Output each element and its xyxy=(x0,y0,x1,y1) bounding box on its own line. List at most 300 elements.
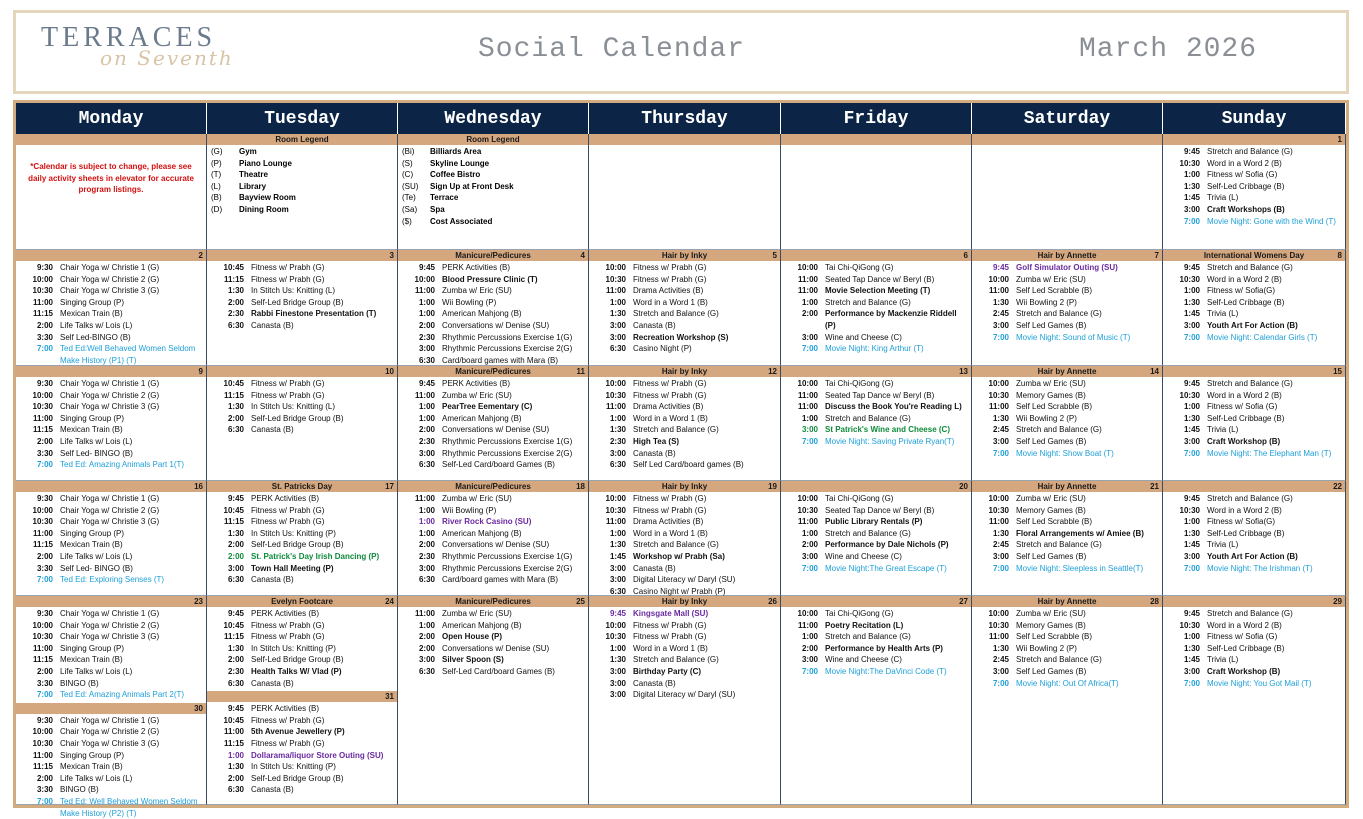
calendar-header xyxy=(13,10,1349,94)
event-activity: In Stitch Us: Knitting (P) xyxy=(251,528,336,538)
event-activity: Wii Bowling (P) xyxy=(442,297,497,307)
event-activity: Rhythmic Percussions Exercise 1(G) xyxy=(442,332,573,342)
event-activity: In Stitch Us: Knitting (L) xyxy=(251,286,336,296)
event-time: 10:00 xyxy=(32,274,53,284)
event-list xyxy=(972,377,1162,459)
event-row xyxy=(783,493,969,505)
event-activity: Zumba w/ Eric (SU) xyxy=(1016,609,1086,618)
event-time: 1:30 xyxy=(227,402,244,412)
event-row xyxy=(591,424,778,436)
day-cell xyxy=(781,481,972,596)
event-time: 10:45 xyxy=(223,505,244,515)
event-row xyxy=(18,274,204,286)
event-time: 11:00 xyxy=(414,609,435,618)
event-time: 3:00 xyxy=(418,563,435,573)
event-activity: Chair Yoga w/ Christie 1 (G) xyxy=(60,609,160,618)
event-row xyxy=(400,528,586,540)
event-row xyxy=(1165,666,1343,678)
event-row xyxy=(209,285,395,297)
day-banner xyxy=(1163,134,1345,145)
legend-row xyxy=(400,158,586,170)
day-cell xyxy=(972,481,1163,596)
event-row xyxy=(591,274,778,286)
event-activity: Fitness w/ Prabh (G) xyxy=(251,379,325,388)
event-row xyxy=(18,493,204,505)
event-time: 10:00 xyxy=(605,494,626,503)
event-time: 3:00 xyxy=(609,678,626,688)
event-list xyxy=(207,377,397,436)
event-row xyxy=(400,516,586,528)
event-time: 6:30 xyxy=(227,678,244,688)
event-list xyxy=(972,607,1162,689)
event-activity: Canasta (B) xyxy=(251,575,294,585)
event-time: 2:00 xyxy=(418,320,435,330)
legend-row xyxy=(400,192,586,204)
legend-name: Coffee Bistro xyxy=(430,170,481,180)
event-row xyxy=(591,297,778,309)
event-row xyxy=(18,563,204,575)
event-time: 9:45 xyxy=(1183,147,1200,156)
day-cell xyxy=(16,134,207,250)
event-time: 11:00 xyxy=(32,528,53,538)
event-activity: PERK Activities (B) xyxy=(442,263,511,272)
event-activity: Word in a Word 2 (B) xyxy=(1207,620,1282,630)
event-row xyxy=(591,390,778,402)
event-row xyxy=(18,643,204,655)
event-row xyxy=(400,643,586,655)
event-list xyxy=(972,261,1162,343)
event-list xyxy=(207,261,397,332)
event-activity: Fitness w/ Prabh (G) xyxy=(633,390,707,400)
event-row xyxy=(974,436,1160,448)
event-time: 10:30 xyxy=(32,402,53,412)
event-activity: Movie Night:The Great Escape (T) xyxy=(825,563,947,573)
event-row xyxy=(591,401,778,413)
event-activity: Chair Yoga w/ Christie 1 (G) xyxy=(60,379,160,388)
day-cell xyxy=(1163,596,1346,805)
event-activity: American Mahjong (B) xyxy=(442,528,522,538)
event-row xyxy=(1165,192,1343,204)
event-time: 3:00 xyxy=(1183,320,1200,330)
event-time: 3:00 xyxy=(609,563,626,573)
event-time: 6:30 xyxy=(609,460,626,470)
event-time: 1:30 xyxy=(1183,528,1200,538)
event-activity: Chair Yoga w/ Christie 3 (G) xyxy=(60,402,160,412)
day-banner xyxy=(16,596,206,607)
day-cell xyxy=(972,366,1163,481)
event-activity: American Mahjong (B) xyxy=(442,309,522,319)
day-number: 25 xyxy=(576,597,585,606)
event-row xyxy=(783,378,969,390)
day-banner xyxy=(972,134,1162,145)
event-row xyxy=(209,715,395,727)
event-time: 1:00 xyxy=(418,505,435,515)
event-activity: In Stitch Us: Knitting (P) xyxy=(251,762,336,772)
event-time: 3:30 xyxy=(36,332,53,342)
event-time: 1:30 xyxy=(1183,643,1200,653)
day-number: 5 xyxy=(772,251,777,260)
day-number: 27 xyxy=(959,597,968,606)
event-activity: Fitness w/ Prabh (G) xyxy=(251,715,325,725)
event-time: 1:45 xyxy=(1183,540,1200,550)
event-activity: BINGO (B) xyxy=(60,678,99,688)
event-row xyxy=(400,424,586,436)
event-time: 10:30 xyxy=(605,505,626,515)
event-time: 7:00 xyxy=(992,448,1009,458)
event-time: 7:00 xyxy=(801,436,818,446)
event-row xyxy=(1165,608,1343,620)
event-activity: Tai Chi-QiGong (G) xyxy=(825,379,894,388)
legend-code: (C) xyxy=(402,170,414,180)
event-time: 1:30 xyxy=(227,528,244,538)
legend-name: Dining Room xyxy=(239,204,289,214)
event-row xyxy=(974,528,1160,540)
room-legend-title: Room Legend xyxy=(466,135,520,144)
event-row xyxy=(591,505,778,517)
legend-name: Terrace xyxy=(430,193,459,203)
event-row xyxy=(1165,551,1343,563)
event-time: 2:45 xyxy=(992,425,1009,435)
event-time: 7:00 xyxy=(1183,448,1200,458)
event-list xyxy=(16,607,206,701)
event-time: 1:00 xyxy=(227,750,244,760)
event-activity: Self-Led Bridge Group (B) xyxy=(251,655,344,665)
event-activity: Dollarama/liquor Store Outing (SU) xyxy=(251,750,384,760)
event-time: 7:00 xyxy=(1183,678,1200,688)
event-row xyxy=(1165,297,1343,309)
event-activity: Trivia (L) xyxy=(1207,309,1239,319)
event-time: 9:45 xyxy=(609,609,626,618)
event-row xyxy=(18,654,204,666)
event-activity: Kingsgate Mall (SU) xyxy=(633,609,709,618)
event-time: 7:00 xyxy=(36,690,53,700)
event-activity: Movie Night: The Irishman (T) xyxy=(1207,563,1313,573)
event-row xyxy=(783,643,969,655)
day-cell xyxy=(972,596,1163,805)
event-activity: Blood Pressure Clinic (T) xyxy=(442,274,538,284)
event-row xyxy=(1165,539,1343,551)
event-time: 1:45 xyxy=(609,551,626,561)
day-cell xyxy=(972,134,1163,250)
event-activity: St Patrick's Wine and Cheese (C) xyxy=(825,425,950,435)
event-row xyxy=(18,401,204,413)
event-time: 11:15 xyxy=(223,517,244,527)
event-row xyxy=(974,620,1160,632)
day-cell xyxy=(1163,250,1346,366)
event-row xyxy=(400,355,586,367)
event-time: 6:30 xyxy=(227,575,244,585)
legend-row xyxy=(209,146,395,158)
event-activity: Rhythmic Percussions Exercise 1(G) xyxy=(442,436,573,446)
event-activity: Canasta (B) xyxy=(251,320,294,330)
event-activity: Movie Night: Saving Private Ryan(T) xyxy=(825,436,955,446)
event-row xyxy=(591,378,778,390)
event-activity: Movie Selection Meeting (T) xyxy=(825,286,931,296)
event-time: 3:00 xyxy=(801,332,818,342)
event-time: 10:00 xyxy=(988,609,1009,618)
event-activity: Drama Activities (B) xyxy=(633,402,704,412)
day-header-saturday: Saturday xyxy=(972,103,1163,134)
event-activity: Stretch and Balance (G) xyxy=(633,425,719,435)
room-legend-title: Room Legend xyxy=(275,135,329,144)
event-row xyxy=(974,505,1160,517)
event-row xyxy=(974,401,1160,413)
event-row xyxy=(591,666,778,678)
event-time: 3:00 xyxy=(609,690,626,700)
event-time: 3:00 xyxy=(992,436,1009,446)
day-number: 4 xyxy=(580,251,585,260)
event-time: 10:30 xyxy=(988,505,1009,515)
event-activity: Self-Led Bridge Group (B) xyxy=(251,540,344,550)
event-activity: Movie Night: Calendar Girls (T) xyxy=(1207,332,1318,342)
event-row xyxy=(974,308,1160,320)
event-time: 1:00 xyxy=(418,413,435,423)
legend-name: Gym xyxy=(239,147,257,156)
event-activity: Stretch and Balance (G) xyxy=(1207,147,1293,156)
event-row xyxy=(591,262,778,274)
event-activity: Self Led- BINGO (B) xyxy=(60,448,133,458)
event-row xyxy=(18,773,204,785)
event-activity: Zumba w/ Eric (SU) xyxy=(442,390,512,400)
event-activity: Rhythmic Percussions Exercise 2(G) xyxy=(442,563,573,573)
day-banner xyxy=(398,481,588,492)
event-time: 3:00 xyxy=(992,551,1009,561)
day-banner xyxy=(781,134,971,145)
event-row xyxy=(1165,401,1343,413)
event-row xyxy=(783,505,969,517)
event-time: 11:15 xyxy=(32,540,53,550)
event-time: 11:00 xyxy=(32,297,53,307)
day-cell xyxy=(16,596,207,818)
event-activity: Stretch and Balance (G) xyxy=(1016,655,1102,665)
event-time: 11:00 xyxy=(988,286,1009,296)
day-cell xyxy=(1163,134,1346,250)
day-header-friday: Friday xyxy=(781,103,972,134)
event-row xyxy=(400,332,586,344)
event-row xyxy=(591,285,778,297)
event-row xyxy=(18,262,204,274)
event-time: 9:45 xyxy=(1183,494,1200,503)
event-row xyxy=(18,750,204,762)
event-activity: Rabbi Finestone Presentation (T) xyxy=(251,309,377,319)
banner-label: Hair by Inky xyxy=(661,367,708,376)
event-row xyxy=(974,539,1160,551)
calendar-grid xyxy=(13,100,1349,818)
event-activity: Stretch and Balance (G) xyxy=(825,297,911,307)
day-banner xyxy=(589,481,780,492)
legend-row xyxy=(209,158,395,170)
legend-name: Library xyxy=(239,181,267,191)
legend-name: Theatre xyxy=(239,170,268,180)
event-activity: Health Talks W/ Vlad (P) xyxy=(251,666,342,676)
event-list xyxy=(781,492,971,574)
day-number: 15 xyxy=(1333,367,1342,376)
event-row xyxy=(1165,158,1343,170)
day-cell xyxy=(207,481,398,596)
event-time: 11:15 xyxy=(223,738,244,748)
legend-code: (T) xyxy=(211,170,222,180)
event-time: 7:00 xyxy=(992,563,1009,573)
event-time: 10:30 xyxy=(797,505,818,515)
event-row xyxy=(400,539,586,551)
event-time: 11:15 xyxy=(32,309,53,319)
event-activity: Stretch and Balance (G) xyxy=(1016,540,1102,550)
event-activity: Self-Led Cribbage (B) xyxy=(1207,413,1285,423)
event-time: 2:00 xyxy=(227,297,244,307)
day-banner xyxy=(781,366,971,377)
event-time: 10:30 xyxy=(1179,158,1200,168)
event-activity: Self Led Games (B) xyxy=(1016,666,1087,676)
event-activity: Ted Ed: Exploring Senses (T) xyxy=(60,575,165,585)
event-activity: Self-Led Card/board Games (B) xyxy=(442,460,555,470)
event-time: 1:30 xyxy=(609,309,626,319)
event-row xyxy=(1165,424,1343,436)
event-activity: Self Led Scrabble (B) xyxy=(1016,402,1093,412)
event-time: 2:00 xyxy=(36,773,53,783)
event-time: 2:00 xyxy=(227,551,244,561)
event-list xyxy=(207,492,397,586)
event-activity: Chair Yoga w/ Christie 2 (G) xyxy=(60,727,160,737)
event-time: 3:00 xyxy=(992,320,1009,330)
event-activity: Wine and Cheese (C) xyxy=(825,332,902,342)
event-row xyxy=(209,390,395,402)
day-banner xyxy=(207,596,397,607)
day-number: 29 xyxy=(1333,597,1342,606)
event-time: 10:00 xyxy=(605,263,626,272)
day-header-monday: Monday xyxy=(16,103,207,134)
event-row xyxy=(783,297,969,309)
event-row xyxy=(591,448,778,460)
event-activity: Fitness w/ Prabh (G) xyxy=(251,263,325,272)
event-row xyxy=(209,413,395,425)
event-row xyxy=(591,528,778,540)
event-time: 7:00 xyxy=(801,666,818,676)
event-activity: Wii Bowling (P) xyxy=(442,505,497,515)
event-activity: Craft Workshops (B) xyxy=(1207,204,1285,214)
event-activity: Life Talks w/ Lois (L) xyxy=(60,773,133,783)
event-row xyxy=(591,620,778,632)
event-row xyxy=(783,390,969,402)
day-cell xyxy=(207,596,398,805)
legend-code: (Sa) xyxy=(402,204,418,214)
event-row xyxy=(591,563,778,575)
event-activity: Self-Led Bridge Group (B) xyxy=(251,297,344,307)
legend-name: Spa xyxy=(430,204,445,214)
event-time: 1:00 xyxy=(609,297,626,307)
day-cell xyxy=(207,134,398,250)
event-activity: Singing Group (P) xyxy=(60,413,125,423)
event-time: 3:00 xyxy=(992,666,1009,676)
event-row xyxy=(591,608,778,620)
event-activity: Memory Games (B) xyxy=(1016,390,1086,400)
event-row xyxy=(1165,308,1343,320)
event-activity: Card/board games with Mara (B) xyxy=(442,575,559,585)
day-number: 21 xyxy=(1150,482,1159,491)
day-cell xyxy=(781,250,972,366)
legend-code: (G) xyxy=(211,147,223,156)
event-list xyxy=(398,377,588,471)
event-row xyxy=(400,666,586,678)
event-time: 10:45 xyxy=(223,379,244,388)
event-activity: PERK Activities (B) xyxy=(442,379,511,388)
event-row xyxy=(1165,390,1343,402)
event-activity: Trivia (L) xyxy=(1207,540,1239,550)
event-activity: Seated Tap Dance w/ Beryl (B) xyxy=(825,505,935,515)
event-row xyxy=(783,620,969,632)
event-activity: Casino Night w/ Prabh (P) xyxy=(633,586,726,596)
event-activity: Digital Literacy w/ Daryl (SU) xyxy=(633,690,736,700)
event-activity: Life Talks w/ Lois (L) xyxy=(60,320,133,330)
event-activity: Movie Night: You Got Mail (T) xyxy=(1207,678,1312,688)
legend-code: (Te) xyxy=(402,193,416,203)
event-row xyxy=(974,493,1160,505)
legend-row xyxy=(400,204,586,216)
event-time: 11:00 xyxy=(988,632,1009,642)
day-cell xyxy=(1163,366,1346,481)
event-activity: St. Patrick's Day Irish Dancing (P) xyxy=(251,551,380,561)
event-activity: Stretch and Balance (G) xyxy=(1207,609,1293,618)
event-time: 3:30 xyxy=(36,563,53,573)
event-activity: Word in a Word 2 (B) xyxy=(1207,274,1282,284)
event-time: 9:45 xyxy=(1183,609,1200,618)
event-time: 10:30 xyxy=(1179,620,1200,630)
legend-code: (SU) xyxy=(402,181,419,191)
event-time: 10:30 xyxy=(605,274,626,284)
day-header-tuesday: Tuesday xyxy=(207,103,398,134)
event-activity: Zumba w/ Eric (SU) xyxy=(1016,274,1086,284)
event-activity: Performance by Mackenzie Riddell (P) xyxy=(825,309,957,330)
event-row xyxy=(974,413,1160,425)
event-time: 10:30 xyxy=(32,517,53,527)
day-banner xyxy=(781,481,971,492)
event-time: 9:45 xyxy=(418,263,435,272)
legend-row xyxy=(400,169,586,181)
day-number: 6 xyxy=(963,251,968,260)
event-time: 1:30 xyxy=(1183,413,1200,423)
event-activity: Wine and Cheese (C) xyxy=(825,655,902,665)
event-activity: Life Talks w/ Lois (L) xyxy=(60,666,133,676)
event-row xyxy=(209,262,395,274)
event-row xyxy=(18,436,204,448)
day-number: 7 xyxy=(1154,251,1159,260)
event-row xyxy=(974,608,1160,620)
event-activity: Stretch and Balance (G) xyxy=(825,632,911,642)
banner-label: Hair by Inky xyxy=(661,597,708,606)
event-row xyxy=(18,689,204,701)
event-row xyxy=(209,493,395,505)
event-row xyxy=(1165,654,1343,666)
event-activity: Fitness w/ Sofia(G) xyxy=(1207,517,1276,527)
event-activity: PearTree Eementary (C) xyxy=(442,402,533,412)
event-time: 3:00 xyxy=(609,666,626,676)
event-activity: Singing Group (P) xyxy=(60,528,125,538)
event-row xyxy=(591,308,778,320)
event-time: 3:30 xyxy=(36,678,53,688)
legend-name: Sign Up at Front Desk xyxy=(430,181,514,191)
event-row xyxy=(1165,528,1343,540)
event-row xyxy=(1165,516,1343,528)
event-row xyxy=(400,262,586,274)
event-row xyxy=(209,308,395,320)
event-activity: Conversations w/ Denise (SU) xyxy=(442,540,550,550)
event-time: 2:45 xyxy=(992,655,1009,665)
event-activity: Movie Night: Sleepless in Seattle(T) xyxy=(1016,563,1144,573)
event-row xyxy=(209,631,395,643)
event-row xyxy=(783,343,969,355)
banner-label: Hair by Annette xyxy=(1037,597,1097,606)
event-row xyxy=(783,401,969,413)
event-row xyxy=(974,274,1160,286)
